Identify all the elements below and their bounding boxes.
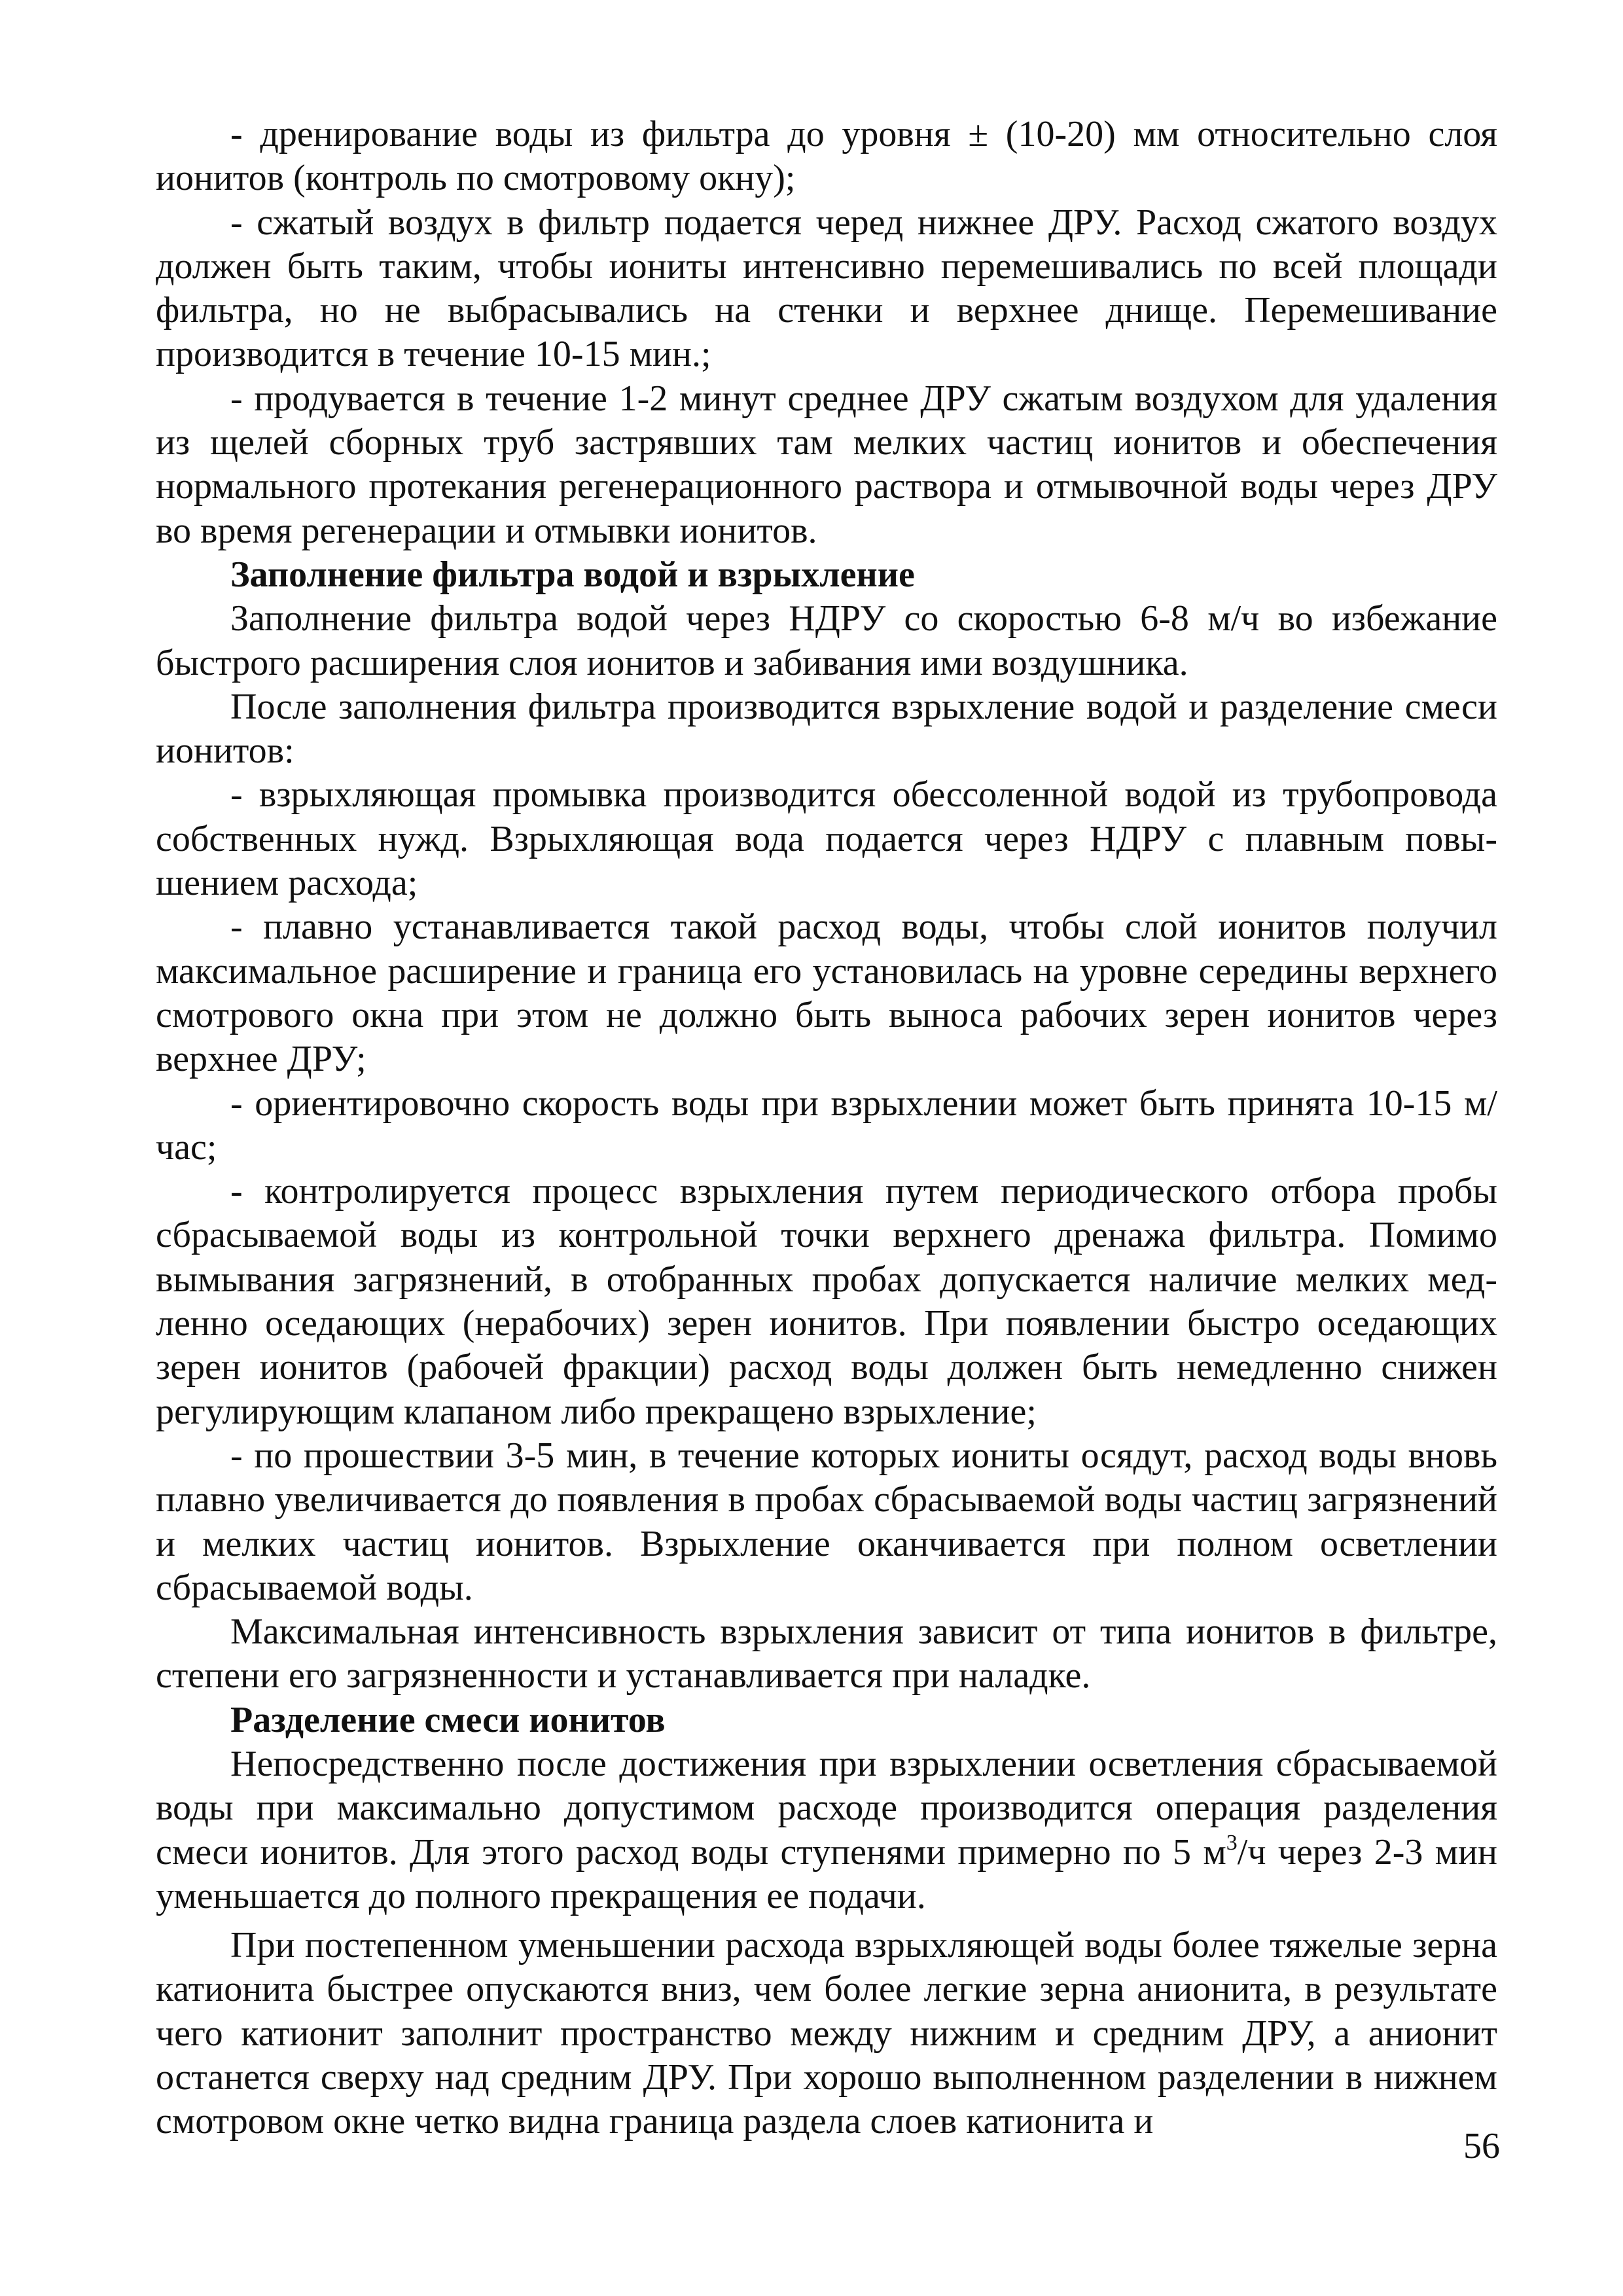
paragraph-max-intensity: Максимальная интенсивность взрыхления зависит от типа ионитов в фильтре, степени его загрязненности и устанавливается при наладке. [156, 1611, 1497, 1696]
document-page [156, 113, 1497, 2144]
paragraph-process-control: - контролируется процесс взрыхления путем периодического отбора пробы сбрасываемой воды из контрольной точки верхнего дренажа фильтра. Помимо вымывания загрязнений, в отобранных пробах допускается наличие мелких медленно оседающих (нерабочих) зерен ионитов. При появлении быстро оседающих зерен ионитов (рабочей фракции) расход воды должен быть немедленно снижен регулирующим клапаном либо прекращено взрыхление; [156, 1171, 1497, 1432]
cubic-exponent: 3 [1226, 1830, 1238, 1855]
section-heading-filling-loosening: Заполнение фильтра водой и взрыхление [230, 554, 915, 595]
separation-text-part2: /ч через 2-3 мин уменьшается до полного прекращения ее подачи. [156, 1831, 1497, 1916]
section-heading-separation: Разделение смеси ионитов [230, 1699, 666, 1740]
paragraph-separation-start [156, 1742, 1497, 1918]
paragraph-after-filling: После заполнения фильтра производится взрыхление водой и разделение смеси ионитов: [156, 686, 1497, 772]
paragraph-draining: - дренирование воды из фильтра до уровня ± (10-20) мм относительно слоя ионитов (контроль по смотровому окну); [156, 114, 1497, 199]
page-number: 56 [1463, 2126, 1500, 2166]
paragraph-water-speed: - ориентировочно скорость воды при взрыхлении может быть принята 10-15 м/час; [156, 1083, 1497, 1168]
paragraph-gradual-reduction: При постепенном уменьшении расхода взрыхляющей воды более тяжелые зерна катионита быстрее опускаются вниз, чем более легкие зерна анионита, в результате чего катионит заполнит пространство между нижним и средним ДРУ, а анионит останется сверху над средним ДРУ. При хорошо выполненном разделении в нижнем смотровом окне четко видна граница раздела слоев катионита и [156, 1925, 1497, 2142]
paragraph-blowing-middle-dru: - продувается в течение 1-2 минут среднее ДРУ сжатым воздухом для удаления из щелей сборных труб застрявших там мелких частиц ионитов и обеспечения нормального протекания регенерационного раствора и отмывочной воды через ДРУ во время регенерации и отмывки ионитов. [156, 378, 1497, 551]
separation-text-part1: Непосредственно после достижения при взрыхлении осветления сбрасываемой воды при максимально допустимом расходе производится операция разделения смеси ионитов. Для этого расход воды ступенями примерно по 5 м [156, 1743, 1497, 1873]
paragraph-filling-filter: Заполнение фильтра водой через НДРУ со скоростью 6-8 м/ч во избежание быстрого расширения слоя ионитов и забивания ими воздушника. [156, 598, 1497, 683]
paragraph-loosening-rinse: - взрыхляющая промывка производится обессоленной водой из трубопровода собственных нужд. Взрыхляющая вода подается через НДРУ с плавным повышением расхода; [156, 774, 1497, 904]
paragraph-settling: - по прошествии 3-5 мин, в течение которых иониты осядут, расход воды вновь плавно увеличивается до появления в пробах сбрасываемой воды частиц загрязнений и мелких частиц ионитов. Взрыхление оканчивается при полном осветлении сбрасываемой воды. [156, 1435, 1497, 1608]
paragraph-flow-setting: - плавно устанавливается такой расход воды, чтобы слой ионитов получил максимальное расширение и граница его установилась на уровне середины верхнего смотрового окна при этом не должно быть выноса рабочих зерен ионитов через верхнее ДРУ; [156, 906, 1497, 1080]
paragraph-compressed-air: - сжатый воздух в фильтр подается черед нижнее ДРУ. Расход сжатого воздух должен быть таким, чтобы иониты интенсивно перемешивались по всей площади фильтра, но не выбрасывались на стенки и верхнее днище. Перемешивание производится в течение 10-15 мин.; [156, 202, 1497, 375]
